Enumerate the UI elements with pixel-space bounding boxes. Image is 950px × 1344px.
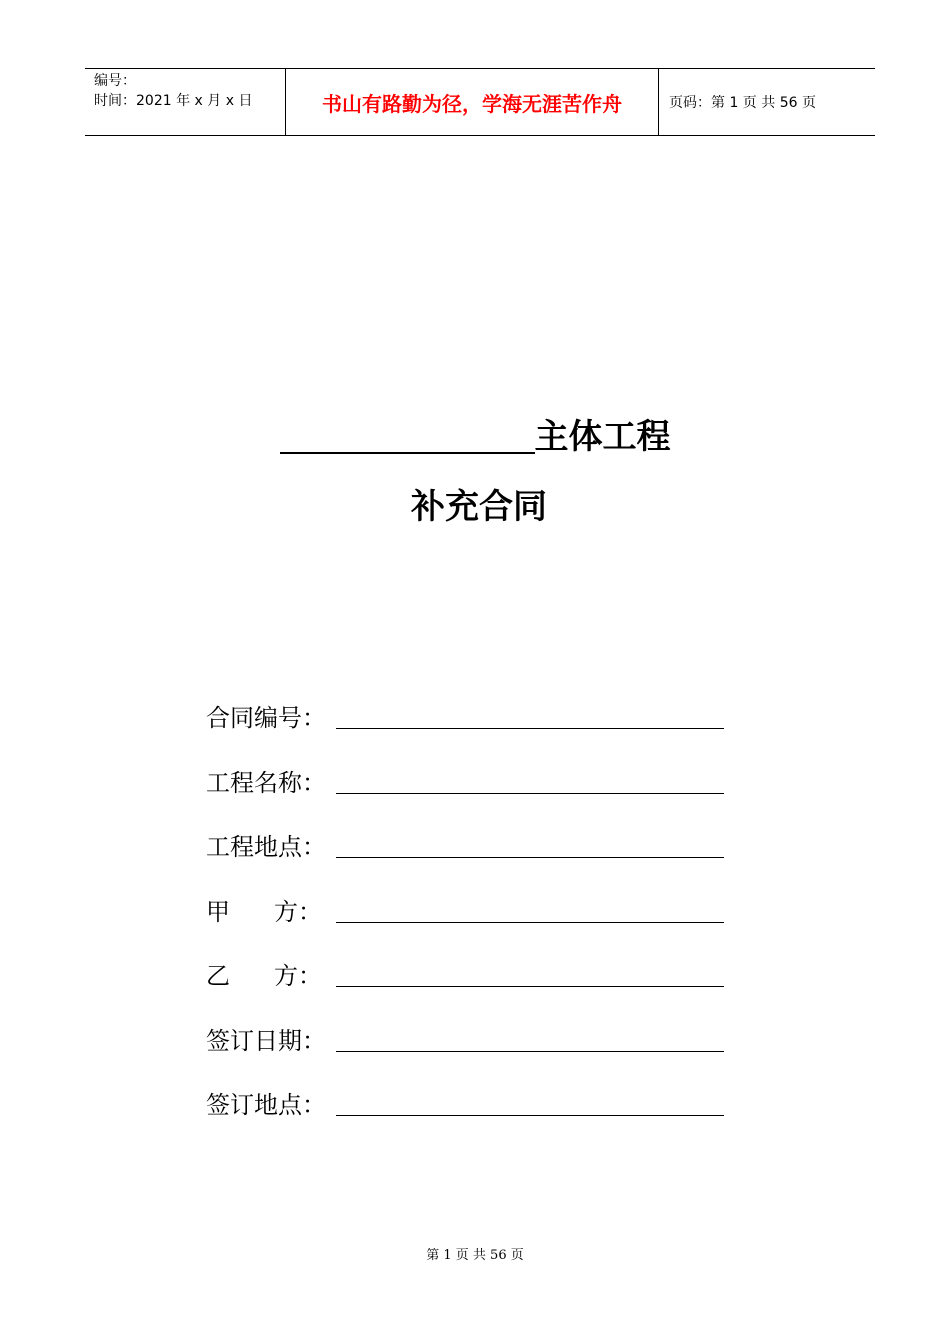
project-name-field[interactable] [336,793,724,794]
signing-date-label: 签订日期： [206,1026,326,1055]
project-location-field[interactable] [336,857,724,858]
party-b-label-left: 乙 [206,962,230,990]
signing-location-field[interactable] [336,1115,724,1116]
signing-location-label: 签订地点： [206,1091,326,1119]
party-b-field[interactable] [336,986,724,987]
form-row-contract-number [206,698,726,763]
party-a-label-right: 方： [274,897,322,926]
document-title-line2: 补充合同 [411,487,547,527]
form-row-project-name [206,763,726,828]
form-row-party-a [206,892,726,957]
title-suffix: 主体工程 [534,417,671,457]
form-row-signing-location [206,1085,726,1150]
party-a-label-left: 甲 [206,897,230,926]
page-header [85,68,875,136]
contract-number-field[interactable] [336,728,724,729]
party-a-label [206,892,322,932]
page-footer: 第 1 页 共 56 页 [426,1248,524,1263]
project-name-label: 工程名称： [206,768,326,797]
document-number-label: 编号： [94,73,136,89]
party-b-label-right: 方： [274,962,322,990]
project-location-label: 工程地点： [206,833,326,861]
contract-info-form [206,698,726,1150]
form-row-signing-date [206,1021,726,1086]
signing-date-field[interactable] [336,1051,724,1052]
contract-number-label: 合同编号： [206,704,326,732]
document-title-line1 [0,412,950,462]
form-row-project-location [206,827,726,892]
party-b-label [206,956,322,996]
header-meta [85,69,286,135]
header-page-info: 页码：第 1 页 共 56 页 [669,95,816,111]
form-row-party-b [206,956,726,1021]
document-date-label: 时间：2021 年 x 月 x 日 [94,93,253,109]
title-blank-line[interactable] [280,416,535,454]
header-motto-cell [286,69,659,135]
party-a-field[interactable] [336,922,724,923]
header-motto: 书山有路勤为径，学海无涯苦作舟 [322,91,622,116]
